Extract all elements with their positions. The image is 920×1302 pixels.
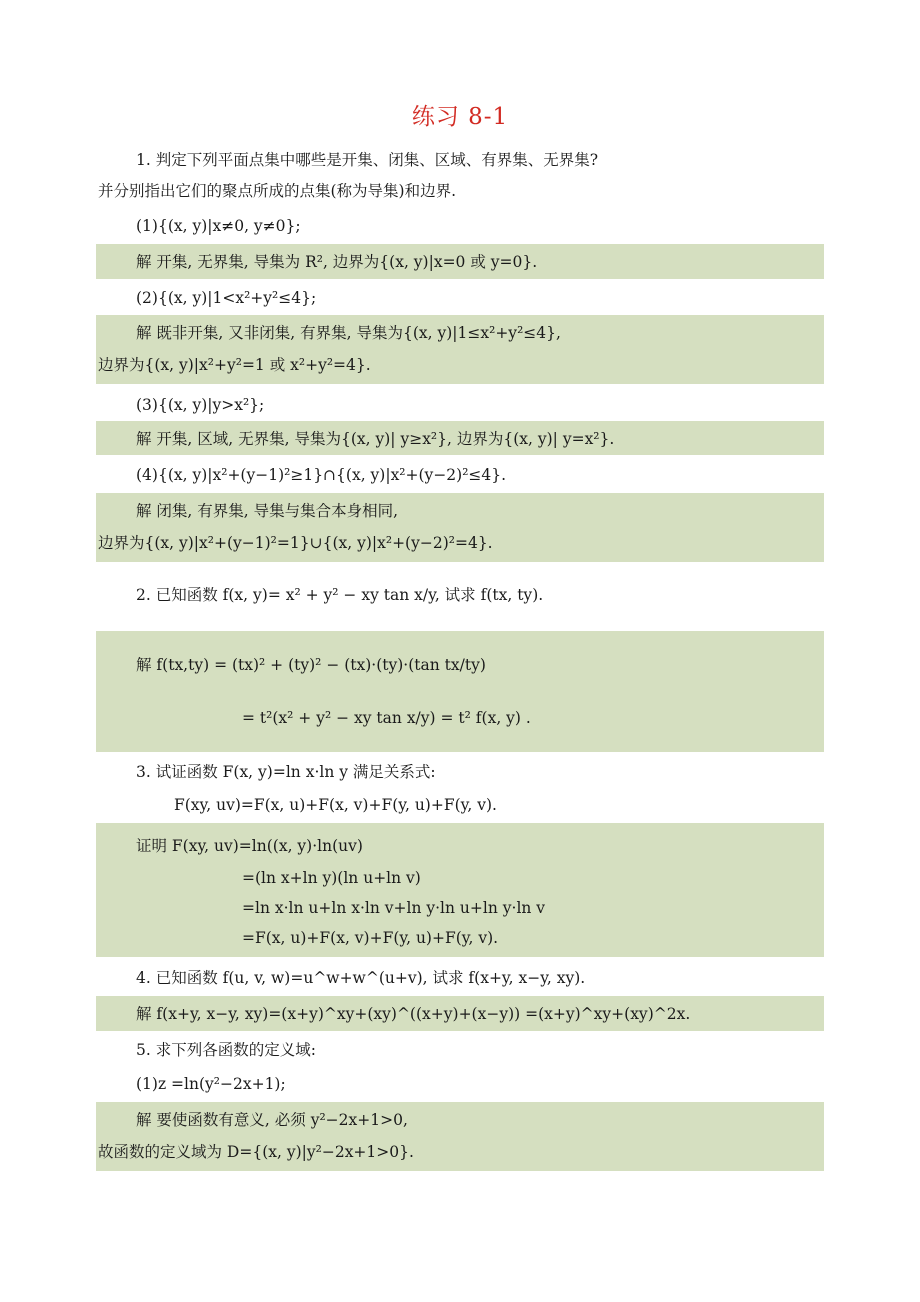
- problem-1-part-3: (3){(x, y)|y>x²};: [136, 396, 265, 414]
- problem-5-text: 5. 求下列各函数的定义域:: [136, 1041, 316, 1059]
- proof-3-line-1: 证明 F(xy, uv)=ln((x, y)·ln(uv): [136, 837, 363, 855]
- problem-4-text: 4. 已知函数 f(u, v, w)=u^w+w^(u+v), 试求 f(x+y, x−y, xy).: [136, 969, 586, 987]
- solution-1-1: 解 开集, 无界集, 导集为 R², 边界为{(x, y)|x=0 或 y=0}.: [136, 253, 538, 271]
- problem-2-text: 2. 已知函数 f(x, y)= x² + y² − xy tan x/y, 试求 f(tx, ty).: [136, 586, 544, 604]
- problem-1-part-2: (2){(x, y)|1<x²+y²≤4};: [136, 289, 317, 307]
- solution-1-4: 解 闭集, 有界集, 导集与集合本身相同,: [136, 502, 399, 520]
- solution-2-line-1: 解 f(tx,ty) = (tx)² + (ty)² − (tx)·(ty)·(tan tx/ty): [136, 656, 486, 674]
- solution-1-2: 解 既非开集, 又非闭集, 有界集, 导集为{(x, y)|1≤x²+y²≤4},: [136, 324, 561, 342]
- solution-1-4-cont: 边界为{(x, y)|x²+(y−1)²=1}∪{(x, y)|x²+(y−2)²=4}.: [98, 534, 493, 552]
- proof-3-line-2: =(ln x+ln y)(ln u+ln v): [242, 869, 421, 887]
- problem-1-part-4: (4){(x, y)|x²+(y−1)²≥1}∩{(x, y)|x²+(y−2)²≤4}.: [136, 466, 507, 484]
- solution-1-2-cont: 边界为{(x, y)|x²+y²=1 或 x²+y²=4}.: [98, 356, 371, 374]
- page-title: 练习 8-1: [411, 104, 509, 130]
- solution-box-5: [96, 631, 824, 752]
- proof-3-line-4: =F(x, u)+F(x, v)+F(y, u)+F(y, v).: [242, 929, 499, 947]
- solution-4: 解 f(x+y, x−y, xy)=(x+y)^xy+(xy)^((x+y)+(x−y)) =(x+y)^xy+(xy)^2x.: [136, 1005, 691, 1023]
- proof-3-line-3: =ln x·ln u+ln x·ln v+ln y·ln u+ln y·ln v: [242, 899, 546, 917]
- solution-1-3: 解 开集, 区域, 无界集, 导集为{(x, y)| y≥x²}, 边界为{(x, y)| y=x²}.: [136, 430, 615, 448]
- problem-3-text: 3. 试证函数 F(x, y)=ln x·ln y 满足关系式:: [136, 763, 436, 781]
- solution-5-1-cont: 故函数的定义域为 D={(x, y)|y²−2x+1>0}.: [98, 1143, 414, 1161]
- problem-1-part-1: (1){(x, y)|x≠0, y≠0};: [136, 217, 301, 235]
- problem-1-text-cont: 并分别指出它们的聚点所成的点集(称为导集)和边界.: [98, 182, 457, 200]
- problem-1-text: 1. 判定下列平面点集中哪些是开集、闭集、区域、有界集、无界集?: [136, 151, 599, 169]
- problem-5-part-1: (1)z =ln(y²−2x+1);: [136, 1075, 286, 1093]
- problem-3-relation: F(xy, uv)=F(x, u)+F(x, v)+F(y, u)+F(y, v).: [174, 796, 497, 814]
- solution-2-line-2: = t²(x² + y² − xy tan x/y) = t² f(x, y) .: [242, 709, 531, 727]
- solution-5-1: 解 要使函数有意义, 必须 y²−2x+1>0,: [136, 1111, 408, 1129]
